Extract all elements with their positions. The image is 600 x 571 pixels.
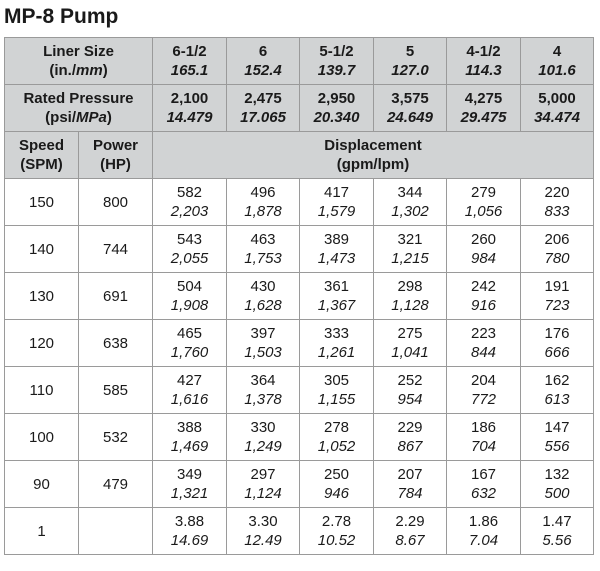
lpm-value: 1,249 — [244, 438, 282, 455]
rated-pressure-label: Rated Pressure (psi/MPa) — [5, 85, 153, 132]
lpm-value: 984 — [471, 250, 497, 267]
speed-header: Speed (SPM) — [5, 132, 79, 179]
lpm-value: 1,367 — [317, 297, 356, 314]
gpm-value: 3.30 — [248, 513, 278, 530]
displacement-cell — [153, 414, 227, 461]
gpm-value: 389 — [324, 231, 350, 248]
lpm-value: 867 — [397, 438, 423, 455]
lpm-value: 1,753 — [244, 250, 282, 267]
displacement-cell — [227, 273, 300, 320]
table-row — [5, 508, 594, 555]
displacement-cell — [300, 508, 374, 555]
speed-cell: 110 — [5, 367, 79, 414]
liner-size-cell: 4-1/2 114.3 — [447, 38, 521, 85]
gpm-value: 463 — [250, 231, 276, 248]
lpm-value: 844 — [471, 344, 497, 361]
displacement-cell — [300, 461, 374, 508]
gpm-value: 543 — [177, 231, 203, 248]
gpm-value: 397 — [250, 325, 276, 342]
gpm-value: 250 — [324, 466, 350, 483]
gpm-value: 132 — [544, 466, 570, 483]
displacement-cell — [447, 508, 521, 555]
speed-cell: 130 — [5, 273, 79, 320]
pump-spec-table — [4, 37, 594, 555]
lpm-value: 1,056 — [464, 203, 503, 220]
lpm-value: 1,378 — [244, 391, 282, 408]
power-cell: 800 — [79, 179, 153, 226]
lpm-value: 1,321 — [170, 485, 209, 502]
power-cell: 585 — [79, 367, 153, 414]
lpm-value: 704 — [471, 438, 497, 455]
lpm-value: 954 — [397, 391, 423, 408]
displacement-cell — [300, 320, 374, 367]
lpm-value: 666 — [544, 344, 570, 361]
lpm-value: 1,579 — [317, 203, 356, 220]
table-row — [5, 179, 594, 226]
lpm-value: 1,469 — [170, 438, 209, 455]
displacement-cell — [153, 179, 227, 226]
displacement-header: Displacement (gpm/lpm) — [153, 132, 594, 179]
displacement-cell — [300, 273, 374, 320]
speed-cell: 140 — [5, 226, 79, 273]
gpm-value: 3.88 — [174, 513, 205, 530]
displacement-cell — [153, 461, 227, 508]
power-cell: 479 — [79, 461, 153, 508]
gpm-value: 220 — [544, 184, 570, 201]
displacement-cell — [153, 320, 227, 367]
liner-size-label: Liner Size (in./mm) — [5, 38, 153, 85]
lpm-value: 772 — [471, 391, 497, 408]
liner-size-cell: 4 101.6 — [521, 38, 594, 85]
lpm-value: 2,203 — [170, 203, 209, 220]
liner-size-cell: 5-1/2 139.7 — [300, 38, 374, 85]
table-row — [5, 320, 594, 367]
speed-cell: 120 — [5, 320, 79, 367]
displacement-cell — [521, 179, 594, 226]
displacement-cell — [227, 179, 300, 226]
gpm-value: 223 — [471, 325, 497, 342]
displacement-cell — [374, 414, 447, 461]
lpm-value: 500 — [544, 485, 570, 502]
pressure-cell: 3,575 24.649 — [374, 85, 447, 132]
gpm-value: 465 — [177, 325, 203, 342]
displacement-cell — [374, 508, 447, 555]
lpm-value: 723 — [544, 297, 570, 314]
gpm-value: 1.86 — [468, 513, 499, 530]
lpm-value: 1,128 — [391, 297, 429, 314]
displacement-cell — [300, 226, 374, 273]
gpm-value: 204 — [471, 372, 497, 389]
gpm-value: 279 — [471, 184, 497, 201]
lpm-value: 1,908 — [170, 297, 209, 314]
displacement-cell — [521, 461, 594, 508]
gpm-value: 191 — [544, 278, 570, 295]
gpm-value: 278 — [324, 419, 350, 436]
lpm-value: 5.56 — [542, 532, 572, 549]
gpm-value: 582 — [177, 184, 203, 201]
table-row — [5, 461, 594, 508]
displacement-cell — [227, 461, 300, 508]
displacement-cell — [374, 320, 447, 367]
gpm-value: 2.78 — [321, 513, 352, 530]
speed-cell: 90 — [5, 461, 79, 508]
speed-cell: 100 — [5, 414, 79, 461]
gpm-value: 176 — [544, 325, 570, 342]
lpm-value: 1,616 — [170, 391, 209, 408]
displacement-cell — [300, 414, 374, 461]
displacement-cell — [447, 414, 521, 461]
displacement-cell — [374, 226, 447, 273]
gpm-value: 1.47 — [542, 513, 572, 530]
displacement-cell — [447, 273, 521, 320]
displacement-cell — [227, 367, 300, 414]
displacement-cell — [447, 226, 521, 273]
gpm-value: 344 — [397, 184, 423, 201]
lpm-value: 833 — [544, 203, 570, 220]
gpm-value: 333 — [324, 325, 350, 342]
lpm-value: 613 — [544, 391, 570, 408]
displacement-cell — [374, 461, 447, 508]
displacement-cell — [227, 414, 300, 461]
gpm-value: 321 — [397, 231, 423, 248]
displacement-cell — [521, 320, 594, 367]
gpm-value: 496 — [250, 184, 276, 201]
gpm-value: 298 — [397, 278, 423, 295]
rated-pressure-row — [5, 85, 594, 132]
displacement-cell — [374, 367, 447, 414]
power-cell — [79, 508, 153, 555]
displacement-cell — [374, 179, 447, 226]
lpm-value: 1,628 — [244, 297, 282, 314]
gpm-value: 260 — [471, 231, 497, 248]
gpm-value: 361 — [324, 278, 350, 295]
lpm-value: 8.67 — [395, 532, 425, 549]
gpm-value: 252 — [397, 372, 423, 389]
gpm-value: 186 — [471, 419, 497, 436]
lpm-value: 14.69 — [170, 532, 209, 549]
displacement-cell — [227, 320, 300, 367]
pressure-cell: 2,475 17.065 — [227, 85, 300, 132]
power-header: Power (HP) — [79, 132, 153, 179]
lpm-value: 1,473 — [317, 250, 356, 267]
gpm-value: 275 — [397, 325, 423, 342]
displacement-cell — [521, 508, 594, 555]
displacement-cell — [227, 508, 300, 555]
power-cell: 691 — [79, 273, 153, 320]
pressure-cell: 2,100 14.479 — [153, 85, 227, 132]
gpm-value: 147 — [544, 419, 570, 436]
gpm-value: 206 — [544, 231, 570, 248]
lpm-value: 1,261 — [317, 344, 356, 361]
lpm-value: 2,055 — [170, 250, 209, 267]
lpm-value: 1,155 — [317, 391, 356, 408]
lpm-value: 1,760 — [170, 344, 209, 361]
gpm-value: 430 — [250, 278, 276, 295]
liner-size-row — [5, 38, 594, 85]
lpm-value: 1,878 — [244, 203, 282, 220]
gpm-value: 207 — [397, 466, 423, 483]
liner-size-cell: 6 152.4 — [227, 38, 300, 85]
gpm-value: 417 — [324, 184, 350, 201]
table-row — [5, 414, 594, 461]
lpm-value: 1,503 — [244, 344, 282, 361]
power-cell: 744 — [79, 226, 153, 273]
lpm-value: 1,052 — [317, 438, 356, 455]
gpm-value: 167 — [471, 466, 497, 483]
lpm-value: 1,215 — [391, 250, 429, 267]
gpm-value: 427 — [177, 372, 203, 389]
column-header-row — [5, 132, 594, 179]
displacement-cell — [521, 273, 594, 320]
lpm-value: 916 — [471, 297, 497, 314]
lpm-value: 7.04 — [468, 532, 499, 549]
lpm-value: 784 — [397, 485, 423, 502]
table-row — [5, 273, 594, 320]
lpm-value: 946 — [324, 485, 350, 502]
power-cell: 638 — [79, 320, 153, 367]
speed-cell: 1 — [5, 508, 79, 555]
pressure-cell: 5,000 34.474 — [521, 85, 594, 132]
displacement-cell — [447, 320, 521, 367]
gpm-value: 162 — [544, 372, 570, 389]
displacement-cell — [300, 179, 374, 226]
lpm-value: 780 — [544, 250, 570, 267]
displacement-cell — [521, 367, 594, 414]
power-cell: 532 — [79, 414, 153, 461]
lpm-value: 556 — [544, 438, 570, 455]
lpm-value: 10.52 — [317, 532, 356, 549]
lpm-value: 1,041 — [391, 344, 429, 361]
gpm-value: 388 — [177, 419, 203, 436]
liner-size-cell: 5 127.0 — [374, 38, 447, 85]
lpm-value: 1,302 — [391, 203, 429, 220]
displacement-cell — [227, 226, 300, 273]
displacement-cell — [153, 273, 227, 320]
table-row — [5, 226, 594, 273]
displacement-cell — [374, 273, 447, 320]
displacement-cell — [300, 367, 374, 414]
pressure-cell: 2,950 20.340 — [300, 85, 374, 132]
displacement-cell — [521, 226, 594, 273]
gpm-value: 242 — [471, 278, 497, 295]
gpm-value: 229 — [397, 419, 423, 436]
gpm-value: 349 — [177, 466, 203, 483]
displacement-cell — [153, 367, 227, 414]
gpm-value: 330 — [250, 419, 276, 436]
page-title: MP-8 Pump — [4, 5, 119, 28]
gpm-value: 364 — [250, 372, 276, 389]
displacement-cell — [447, 461, 521, 508]
gpm-value: 297 — [250, 466, 276, 483]
gpm-value: 2.29 — [395, 513, 425, 530]
displacement-cell — [447, 367, 521, 414]
lpm-value: 632 — [471, 485, 497, 502]
displacement-cell — [521, 414, 594, 461]
lpm-value: 12.49 — [244, 532, 282, 549]
table-row — [5, 367, 594, 414]
liner-size-cell: 6-1/2 165.1 — [153, 38, 227, 85]
displacement-cell — [447, 179, 521, 226]
lpm-value: 1,124 — [244, 485, 282, 502]
gpm-value: 305 — [324, 372, 350, 389]
pressure-cell: 4,275 29.475 — [447, 85, 521, 132]
gpm-value: 504 — [177, 278, 203, 295]
displacement-cell — [153, 226, 227, 273]
displacement-cell — [153, 508, 227, 555]
speed-cell: 150 — [5, 179, 79, 226]
